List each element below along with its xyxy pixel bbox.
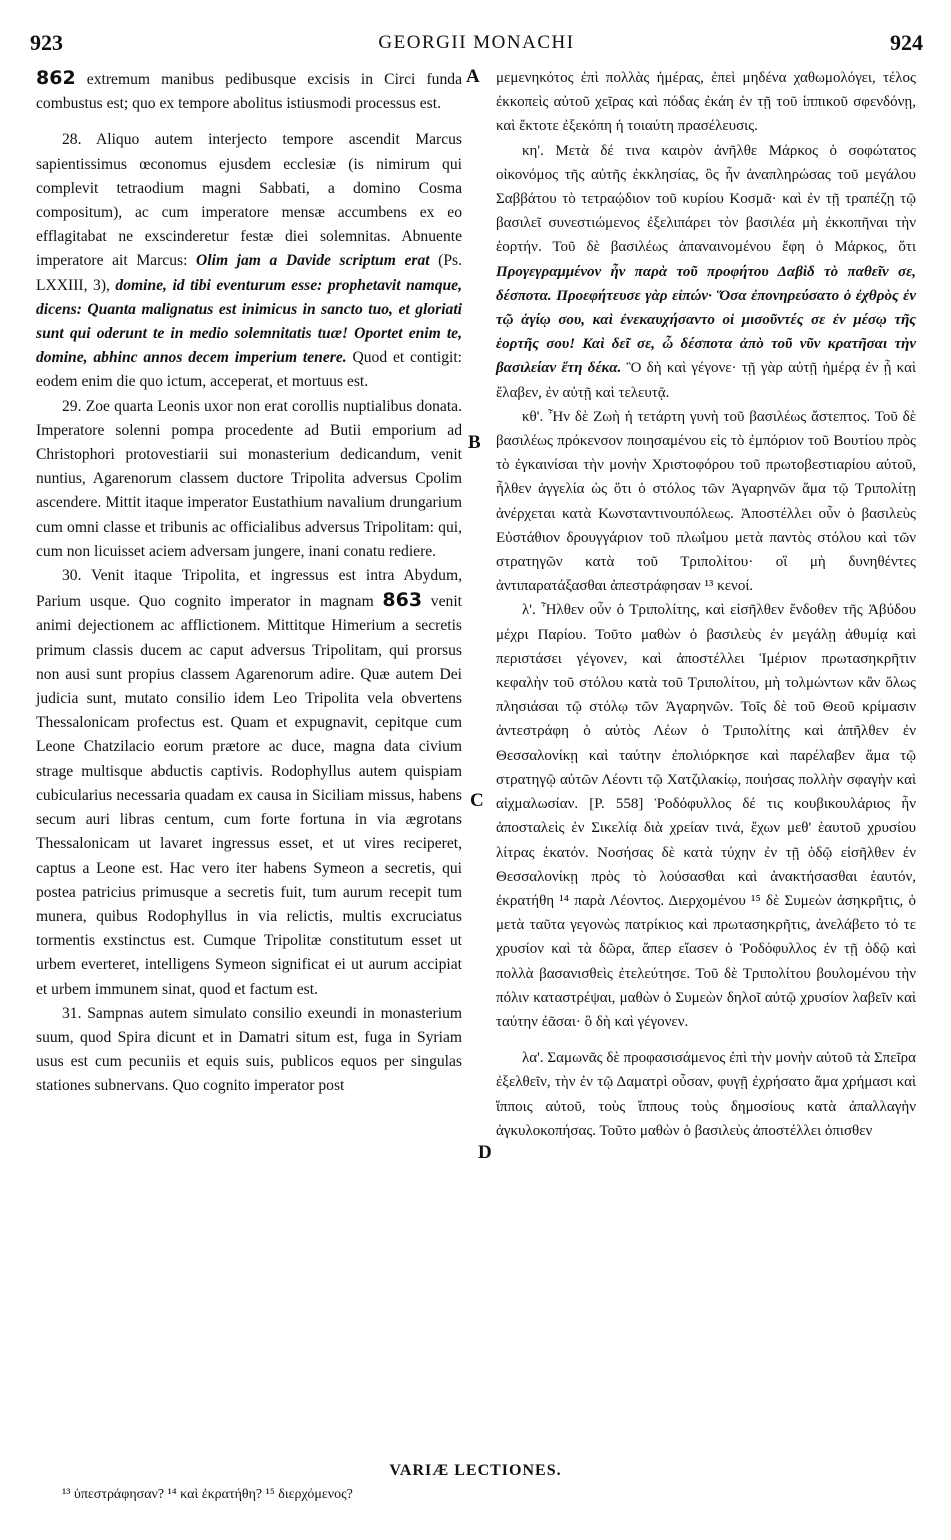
margin-letter-c: C [470,790,484,811]
greek-paragraph-29: κθ'. Ἦν δὲ Ζωὴ ἡ τετάρτη γυνὴ τοῦ βασιλέως ἄστεπτος. Τοῦ δὲ βασιλέως πρόκενσον ποιησαμένου εἰς τὸ ἐμπόριον τοῦ Βουτίου πρὸς τὸ ἐγκαινίσαι τὴν μονὴν Χριστοφόρου τοῦ πρωτοβεστιαρίου αὐτοῦ, ἦλθεν ἀγγελία ὡς ὅτι ὁ στόλος τῶν Ἀγαρηνῶν ἅμα τῷ Τριπολίτῃ ἀνέρχεται κατὰ Κωνσταντινουπόλεως. Ἀποστέλλει οὖν ὁ βασιλεὺς Εὐστάθιον δρουγγάριον τοῦ πλωΐμου μετὰ παντὸς στόλου καὶ τῶν στρατηγῶν κατὰ τοῦ Τριπολίτου· οἳ μὴ δυνηθέντες ἀντιπαρατάξασθαι ἀπεστράφησαν ¹³ κενοί. [496,408,916,595]
latin-paragraph-29: 29. Zoe quarta Leonis uxor non erat corollis nuptialibus donata. Imperatore solenni pompa procedente ad Butii emporium ad Christophori protovestiarii sui monasterium dedicandum, venit nuntius, Agarenorum classem ductore Tripolita adversus Cpolim ascendere. Mittit itaque imperator Eustathium navalium drungarium cum omni classe et tribunis ac officialibus adversus Tripolitam: qui, cum non licuisset aciem adversam jungere, inani conatu rediere. [36,397,462,560]
page-number-right: 924 [890,30,923,55]
greek-paragraph-continuation: μεμενηκότος ἐπὶ πολλὰς ἡμέρας, ἐπεὶ μηδένα χαθωμολόγει, τέλος ἐκκοπεὶς αὐτοῦ χεῖρας καὶ πόδας ἐκάη ἐν τῇ τοῦ ἱππικοῦ σφενδόνῃ, καὶ ἔκτοτε ἐξεκόπη ἡ τοιαύτη πρασέλευσις. [496,70,916,135]
latin-quote-2: domine, id tibi eventurum esse: prophetavit namque, dicens: Quanta malignatus est inimicus in sancto tuo, et gloriati sunt qui oderunt te in medio solemnitatis tuæ! Oportet enim te, domine, abhinc annos decem imperium tenere. [36,276,462,367]
latin-paragraph-31: 31. Sampnas autem simulato consilio exeundi in monasterium suum, quod Spira dicunt et in Damatri situm est, fuga in Syriam usus est cum pecuniis et equis suis, publicos equos per singulas stationes subnervans. Quo cognito imperator post [36,1004,462,1095]
greek-paragraph-31: λα'. Σαμωνᾶς δὲ προφασισάμενος ἐπὶ τὴν μονὴν αὐτοῦ τὰ Σπεῖρα ἐξελθεῖν, τὴν ἐν τῷ Δαματρὶ οὖσαν, φυγῇ ἐχρήσατο ἅμα χρήμασι καὶ ἵπποις αὐτοῦ, τοὺς ἵππους τοὺς δημοσίους κατὰ ἀπαλλαγὴν ἀγκυλοκοπήσας. Τοῦτο μαθὼν ὁ βασιλεὺς ἀποστέλλει ὀπισθεν [496,1050,916,1139]
greek-paragraph-30: λ'. Ἦλθεν οὖν ὁ Τριπολίτης, καὶ εἰσῆλθεν ἔνδοθεν τῆς Ἀβύδου μέχρι Παρίου. Τοῦτο μαθὼν ὁ βασιλεὺς ἐν μεγάλῃ ἀθυμίᾳ καὶ περιστάσει γέγονεν, καὶ ἀποστέλλει Ἱμέριον πρωτασηκρῆτιν κεφαλὴν τοῦ στόλου κατὰ τοῦ Τριπολίτου, μὴ τολμώντων κἂν ὅλως πλησιάσαι τῷ στόλῳ τῶν Ἀγαρηνῶν. Τοῖς δὲ τοῦ Θεοῦ κρίμασιν ἀντεστράφη ὁ αὐτὸς Λέων ὁ Τριπολίτης καὶ ἀπῆλθεν ἐν Θεσσαλονίκῃ καὶ ταύτην ἐπολιόρκησε καὶ παρέλαβεν ἅμα τῷ στρατηγῷ αὐτῶν Λέοντι τῷ Χατζιλακίῳ, ποιήσας πολλὴν σφαγὴν καὶ αἰχμαλωσίαν. [P. 558] Ῥοδόφυλλος δέ τις κουβικουλάριος ἦν ἀποσταλεὶς ἐν Σικελίᾳ διὰ χρείαν τινά, ἔχων μεθ' ἑαυτοῦ χρυσίου λίτρας ἑκατόν. Νοσήσας δὲ κατὰ τύχην ἐν τῇ ὁδῷ εἰσῆλθεν ἐν Θεσσαλονίκῃ πρὸς τὸ λούσασθαι καὶ ἀνακτήσασθαι ἑαυτόν, ἐκρατήθη ¹⁴ παρὰ Λέοντος. Διερχομένου ¹⁵ δὲ Συμεὼν ἀσηκρῆτις, ὁ μετὰ ταῦτα γεγονὼς πατρίκιος καὶ πρωτασηκρῆτις, ἀνελάβετο τό τε χρυσίον καὶ τὰ δῶρα, ἅπερ εἴασεν ὁ Ῥοδόφυλλος ἐν τῇ ὁδῷ καὶ πολλὰ βασανισθεὶς ἐτελεύτησε. Τοῦ δὲ Τριπολίτου βουλομένου τὴν πόλιν καταστρέψαι, μαθὼν ὁ Συμεὼν δηλοῖ αὐτῷ χρυσίον λαβεῖν καὶ ταύτην ἐᾶσαι· ὃ δὴ καὶ γέγονεν. [496,602,916,1030]
column-marker: 862 [36,67,76,89]
running-header [30,30,923,66]
margin-letter-b: B [468,432,481,453]
running-title: GEORGII MONACHI [378,32,575,53]
variae-lectiones-heading: VARIÆ LECTIONES. [389,1462,562,1479]
latin-paragraph-continuation: 862 extremum manibus pedibusque excisis in Circi funda combustus est; quo ex tempore abolitus istiusmodi processus est. [36,67,462,113]
greek-quote: Προγεγραμμένον ἦν παρὰ τοῦ προφήτου Δαβὶδ τὸ παθεῖν σε, δέσποτα. Προεφήτευσε γὰρ εἰπών· Ὅσα ἐπονηρεύσατο ὁ ἐχθρὸς ἐν τῷ ἁγίῳ σου, καὶ ἐνεκαυχήσαντο οἱ μισοῦντές σε ἐν μέσῳ τῆς ἑορτῆς σου! Καὶ δεῖ σε, ὦ δέσποτα ἀπὸ τοῦ νῦν κρατῆσαι τὴν βασιλείαν ἔτη δέκα. [496,263,916,377]
latin-column [36,66,462,1099]
greek-paragraph-28: κη'. Μετὰ δέ τινα καιρὸν ἀνῆλθε Μάρκος ὁ σοφώτατος οἰκονόμος τῆς αὐτῆς ἐκκλησίας, ὃς ἦν ἀναπληρώσας τοῦ μεγάλου Σαββάτου τὸ τετραῴδιον τοῦ κυρίου Κοσμᾶ· καὶ ἐν τῇ τραπέζῃ τῷ βασιλεῖ συνεστιώμενος ἐξελιπάρει τὸν βασιλέα μὴ ἐκκοπῆναι τὴν ἑορτήν. Τοῦ δὲ βασιλέως ἀπαναινομένου ἔφη ὁ Μάρκος, ὅτι Προγεγραμμένον ἦν παρὰ τοῦ προφήτου Δαβὶδ τὸ παθεῖν σε, δέσποτα. Προεφήτευσε γὰρ εἰπών· Ὅσα ἐπονηρεύσατο ὁ ἐχθρὸς ἐν τῷ ἁγίῳ σου, καὶ ἐνεκαυχήσαντο οἱ μισοῦντές σε ἐν μέσῳ τῆς ἑορτῆς σου! Καὶ δεῖ σε, ὦ δέσποτα ἀπὸ τοῦ νῦν κρατῆσαι τὴν βασιλείαν ἔτη δέκα. Ὃ δὴ καὶ γέγονε· τῇ γὰρ αὐτῇ ἡμέρᾳ ἐν ᾗ καὶ ἔλαβεν, ἐν αὐτῇ καὶ τελευτᾷ. [496,142,916,401]
latin-paragraph-28: 28. Aliquo autem interjecto tempore ascendit Marcus sapientissimus œconomus ejusdem ecclesiæ (is nimirum qui complevit tetraodium magni Sabbati, a domino Cosma compositum), ac cum imperatore mensæ accumbens ex eo efflagitabat ne exscinderetur festæ diei solemnitas. Abnuente imperatore ait Marcus: Olim jam a Davide scriptum erat (Ps. LXXIII, 3), domine, id tibi eventurum esse: prophetavit namque, dicens: Quanta malignatus est inimicus in sancto tuo, et gloriati sunt qui oderunt te in medio solemnitatis tuæ! Oportet enim te, domine, abhinc annos decem imperium tenere. Quod et contigit: eodem enim die quo ictum, acceperat, et mortuus est. [36,131,463,391]
latin-paragraph-30: 30. Venit itaque Tripolita, et ingressus est intra Abydum, Parium usque. Quo cognito imperator in magnam 863 venit animi dejectionem ac afflictionem. Mittitque Himerium a secretis primum classis ducem ac caput adversus Tripolitam, qui prorsus non ausi sunt propius classem Agarenorum adire. Quæ autem Dei judicia sunt, mutato consilio idem Leo Tripolita vela obvertens Thessalonicam profectus est. Quam et expugnavit, cepitque cum Leone Chatzilacio eorum prætore ac duce, magna data civium strage multisque abductis captivis. Rodophyllus autem quispiam cubicularius necessaria quadam ex causa in Siciliam missus, habens secum auri libras centum, cum forte fortuna in via ægrotans Thessalonicam ut lavaret ingressus esset, et ut vires reciperet, captus a Leone est. Hac vero iter habens Symeon a secretis, qui postea patricius primusque a secretis fuit, tum aurum recepit tum munera, quibus Rodophyllus in via relictis, multis excruciatus tormentis exstinctus est. Cumque Tripolitæ constitutum esset ut urbem everteret, intelligens Symeon significat ei ut aurum accipiat et urbem immunem sinat, quod et factum est. [36,567,462,998]
page-number-left: 923 [30,30,63,55]
column-marker: 863 [382,589,423,612]
margin-letter-a: A [466,66,480,87]
margin-letter-d: D [478,1142,492,1163]
latin-quote-1: Olim jam a Davide scriptum erat [196,252,430,270]
variant-readings: ¹³ ὑπεστράφησαν? ¹⁴ καὶ ἐκρατήθη? ¹⁵ διερχόμενος? [62,1487,353,1502]
greek-column [496,66,916,1143]
